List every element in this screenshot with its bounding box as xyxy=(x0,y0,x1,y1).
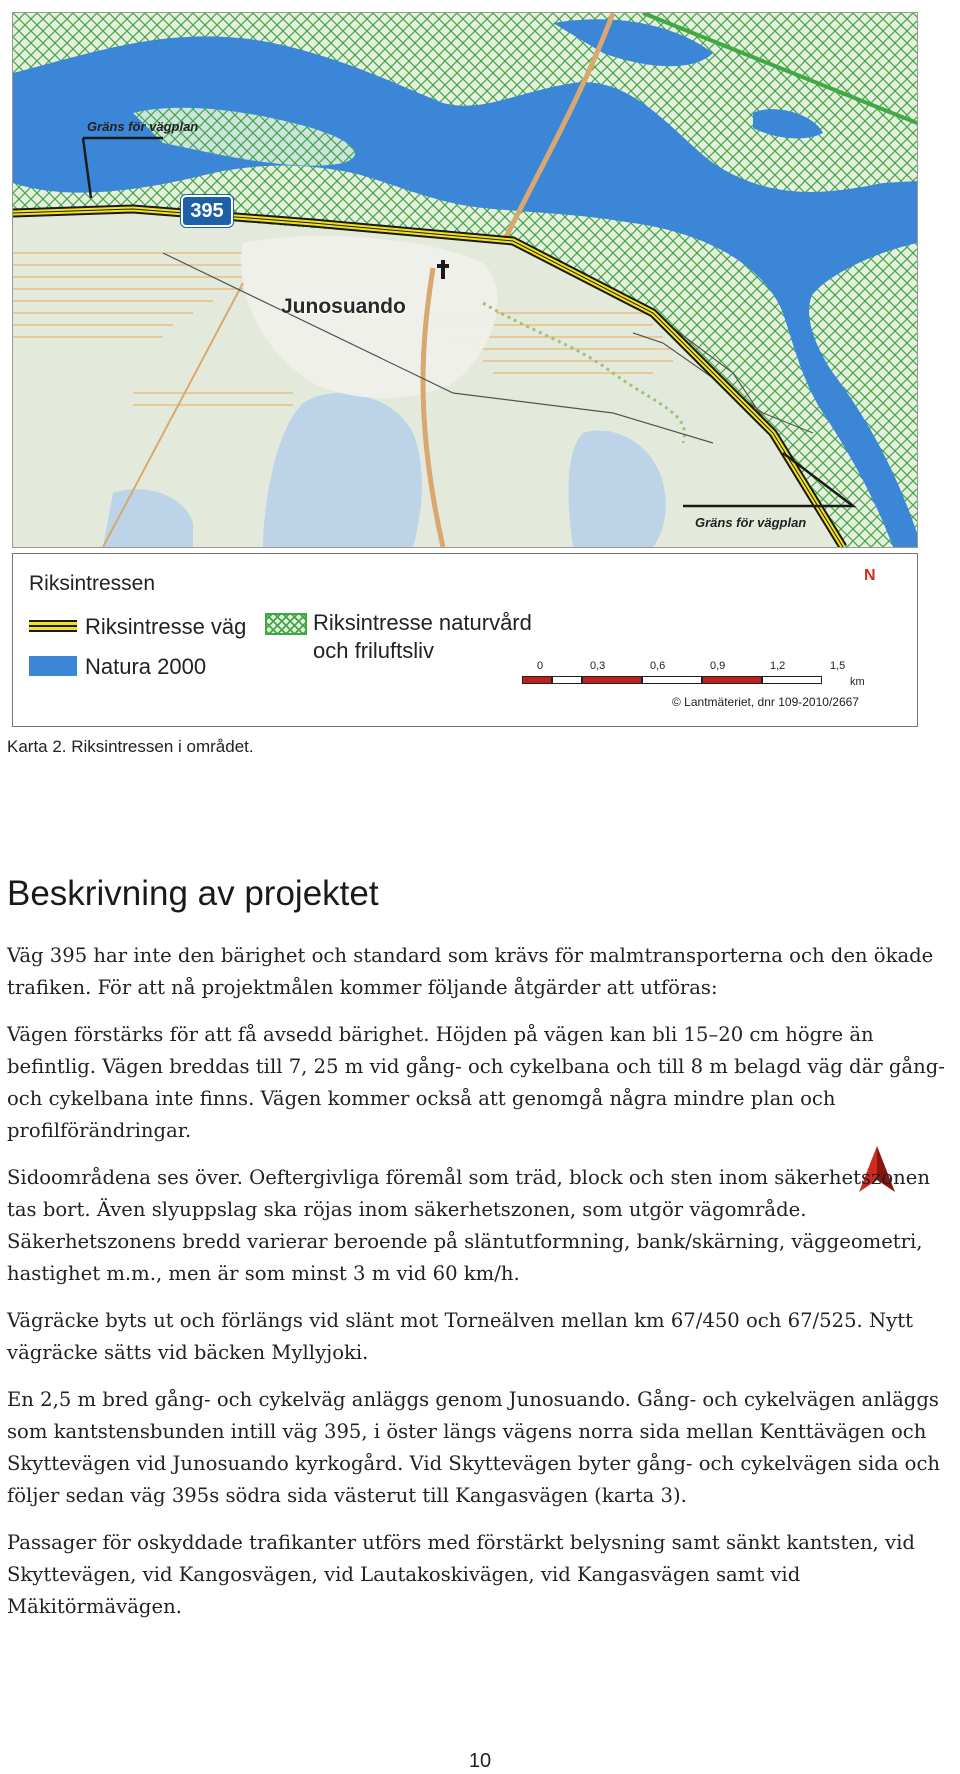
boundary-label-se: Gräns för vägplan xyxy=(695,515,807,530)
paragraph: Sidoområdena ses över. Oeftergivliga föremål som träd, block och sten inom säkerhetszonen tas bort. Även slyuppslag ska röjas inom säkerhetszonen, som utgör vägområde. Säkerhetszonens bredd varierar beroende på släntutformning, bank/skärning, väggeometri, hastighet m.m., men är som minst 3 m vid 60 km/h. xyxy=(7,1166,930,1285)
paragraph: Väg 395 har inte den bärighet och standard som krävs för malmtransporterna och den ökade trafiken. För att nå projektmålen kommer följande åtgärder att utföras: xyxy=(7,944,934,999)
scale-tick: 0,6 xyxy=(650,660,666,672)
road-interest-swatch xyxy=(29,620,77,632)
nature-interest-swatch xyxy=(265,613,307,635)
scale-unit: km xyxy=(850,676,865,688)
scale-tick: 0,3 xyxy=(590,660,606,672)
paragraph: En 2,5 m bred gång- och cykelväg anläggs genom Junosuando. Gång- och cykelvägen anläggs som kantstensbunden intill väg 395, i öster längs vägens norra sida mellan Kenttävägen och Skyttevägen vid Junosuando kyrkogård. Vid Skyttevägen byter gång- och cykelvägen sida och följer sedan väg 395s södra sida västerut till Kangasvägen (karta 3). xyxy=(7,1388,941,1507)
page-number: 10 xyxy=(468,1750,492,1772)
town-label: Junosuando xyxy=(281,295,406,318)
legend-nature-line1: Riksintresse naturvård xyxy=(313,610,532,635)
body-text xyxy=(7,940,957,1638)
map-caption: Karta 2. Riksintressen i området. xyxy=(7,737,254,756)
copyright: © Lantmäteriet, dnr 109-2010/2667 xyxy=(672,695,859,709)
scale-tick: 1,5 xyxy=(830,660,846,672)
legend-title: Riksintressen xyxy=(29,572,156,595)
boundary-label-nw: Gräns för vägplan xyxy=(87,119,199,134)
paragraph: Passager för oskyddade trafikanter utförs med förstärkt belysning samt sänkt kantsten, vid Skyttevägen, vid Kangosvägen, vid Lautakoskivägen, vid Kangasvägen samt vid Mäkitörmävägen. xyxy=(7,1531,915,1618)
scale-tick: 1,2 xyxy=(770,660,786,672)
legend-nature-line2: och friluftsliv xyxy=(313,638,435,663)
paragraph: Vägen förstärks för att få avsedd bärighet. Höjden på vägen kan bli 15–20 cm högre än befintlig. Vägen breddas till 7, 25 m vid gång- och cykelbana och till 8 m belagd väg där gång- och cykelbana inte finns. Vägen kommer också att genomgå några mindre plan och profilförändringar. xyxy=(7,1023,945,1142)
section-heading: Beskrivning av projektet xyxy=(7,874,379,913)
north-label: N xyxy=(864,567,876,584)
paragraph: Vägräcke byts ut och förlängs vid slänt mot Torneälven mellan km 67/450 och 67/525. Nytt vägräcke sätts vid bäcken Myllyjoki. xyxy=(7,1309,913,1364)
legend-natura: Natura 2000 xyxy=(85,654,207,679)
scale-tick: 0 xyxy=(537,660,544,672)
road-shield: 395 xyxy=(181,195,233,227)
scale-tick: 0,9 xyxy=(710,660,726,672)
map-graphic xyxy=(13,13,917,547)
natura-swatch xyxy=(29,656,77,676)
legend-road-interest: Riksintresse väg xyxy=(85,614,247,639)
map-image xyxy=(12,12,918,548)
